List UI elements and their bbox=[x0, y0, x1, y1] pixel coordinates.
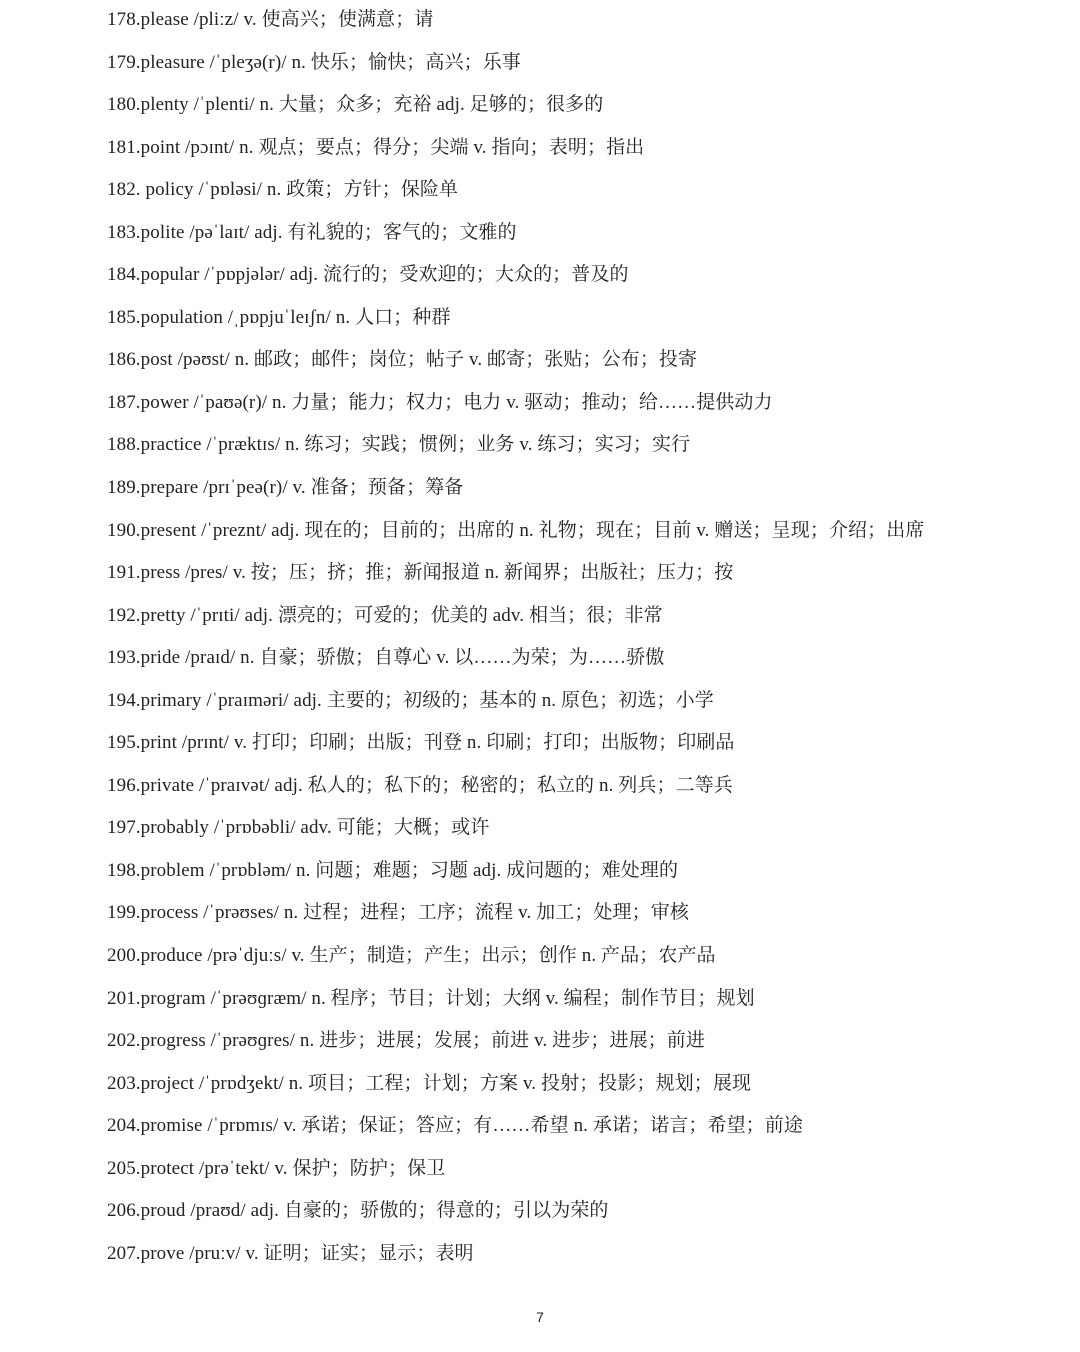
entry-text: 201.program /ˈprəʊɡræm/ n. 程序；节目；计划；大纲 v. 编程；制作节目；规划 bbox=[107, 987, 755, 1009]
entry-text: 183.polite /pəˈlaɪt/ adj. 有礼貌的；客气的；文雅的 bbox=[107, 221, 517, 243]
entry-text: 186.post /pəʊst/ n. 邮政；邮件；岗位；帖子 v. 邮寄；张贴；公布；投寄 bbox=[107, 349, 698, 371]
entry-text: 197.probably /ˈprɒbəbli/ adv. 可能；大概；或许 bbox=[107, 817, 490, 839]
page-number: 7 bbox=[536, 1309, 544, 1325]
vocab-entry-188 bbox=[107, 425, 1067, 468]
entry-text: 191.press /pres/ v. 按；压；挤；推；新闻报道 n. 新闻界；出版社；压力；按 bbox=[107, 562, 734, 584]
vocab-entry-199 bbox=[107, 893, 1067, 936]
entry-text: 192.pretty /ˈprɪti/ adj. 漂亮的；可爱的；优美的 adv. 相当；很；非常 bbox=[107, 604, 663, 626]
entry-text: 190.present /ˈpreznt/ adj. 现在的；目前的；出席的 n. 礼物；现在；目前 v. 赠送；呈现；介绍；出席 bbox=[107, 519, 925, 541]
entry-text: 178.please /pliːz/ v. 使高兴；使满意；请 bbox=[107, 9, 434, 30]
vocab-entry-197 bbox=[107, 808, 1067, 851]
vocab-entry-192 bbox=[107, 596, 1067, 639]
entry-text: 195.print /prɪnt/ v. 打印；印刷；出版；刊登 n. 印刷；打印；出版物；印刷品 bbox=[107, 732, 735, 754]
vocab-entry-179 bbox=[107, 43, 1067, 86]
vocab-entry-207 bbox=[107, 1234, 1067, 1277]
vocab-entry-198 bbox=[107, 851, 1067, 894]
entry-text: 207.prove /pruːv/ v. 证明；证实；显示；表明 bbox=[107, 1242, 474, 1264]
entry-text: 198.problem /ˈprɒbləm/ n. 问题；难题；习题 adj. 成问题的；难处理的 bbox=[107, 859, 679, 881]
vocab-entry-201 bbox=[107, 979, 1067, 1022]
vocab-entry-180 bbox=[107, 85, 1067, 128]
entry-text: 200.produce /prəˈdjuːs/ v. 生产；制造；产生；出示；创作 n. 产品；农产品 bbox=[107, 945, 716, 967]
vocab-entry-204 bbox=[107, 1106, 1067, 1149]
vocab-entry-195 bbox=[107, 723, 1067, 766]
entry-text: 193.pride /praɪd/ n. 自豪；骄傲；自尊心 v. 以……为荣；为……骄傲 bbox=[107, 647, 665, 669]
vocab-entry-200 bbox=[107, 936, 1067, 979]
vocab-entry-181 bbox=[107, 128, 1067, 171]
vocab-entry-196 bbox=[107, 766, 1067, 809]
vocab-entry-191 bbox=[107, 553, 1067, 596]
vocab-entry-182 bbox=[107, 170, 1067, 213]
vocab-entry-185 bbox=[107, 298, 1067, 341]
entry-text: 182. policy /ˈpɒləsi/ n. 政策；方针；保险单 bbox=[107, 179, 459, 201]
entry-text: 181.point /pɔɪnt/ n. 观点；要点；得分；尖端 v. 指向；表明；指出 bbox=[107, 136, 645, 158]
entry-text: 180.plenty /ˈplenti/ n. 大量；众多；充裕 adj. 足够的；很多的 bbox=[107, 94, 604, 116]
entry-text: 196.private /ˈpraɪvət/ adj. 私人的；私下的；秘密的；私立的 n. 列兵；二等兵 bbox=[107, 774, 733, 796]
entry-text: 188.practice /ˈpræktɪs/ n. 练习；实践；惯例；业务 v. 练习；实习；实行 bbox=[107, 434, 691, 456]
vocab-entry-190 bbox=[107, 511, 1067, 554]
entry-text: 179.pleasure /ˈpleʒə(r)/ n. 快乐；愉快；高兴；乐事 bbox=[107, 51, 521, 73]
entry-text: 206.proud /praʊd/ adj. 自豪的；骄傲的；得意的；引以为荣的 bbox=[107, 1200, 609, 1222]
entry-text: 203.project /ˈprɒdʒekt/ n. 项目；工程；计划；方案 v. 投射；投影；规划；展现 bbox=[107, 1072, 752, 1094]
vocab-entry-193 bbox=[107, 638, 1067, 681]
entry-text: 194.primary /ˈpraɪməri/ adj. 主要的；初级的；基本的 n. 原色；初选；小学 bbox=[107, 689, 714, 711]
vocab-entry-183 bbox=[107, 213, 1067, 256]
vocab-entry-189 bbox=[107, 468, 1067, 511]
vocab-entry-187 bbox=[107, 383, 1067, 426]
entry-text: 184.popular /ˈpɒpjələr/ adj. 流行的；受欢迎的；大众的；普及的 bbox=[107, 264, 629, 286]
vocab-entry-186 bbox=[107, 340, 1067, 383]
vocab-entry-184 bbox=[107, 255, 1067, 298]
entry-text: 205.protect /prəˈtekt/ v. 保护；防护；保卫 bbox=[107, 1157, 446, 1179]
entry-text: 202.progress /ˈprəʊɡres/ n. 进步；进展；发展；前进 v. 进步；进展；前进 bbox=[107, 1030, 705, 1052]
entry-text: 185.population /ˌpɒpjuˈleɪʃn/ n. 人口；种群 bbox=[107, 306, 451, 328]
vocab-entry-206 bbox=[107, 1191, 1067, 1234]
entry-text: 189.prepare /prɪˈpeə(r)/ v. 准备；预备；筹备 bbox=[107, 477, 464, 499]
entry-text: 204.promise /ˈprɒmɪs/ v. 承诺；保证；答应；有……希望 n. 承诺；诺言；希望；前途 bbox=[107, 1115, 803, 1137]
entry-text: 187.power /ˈpaʊə(r)/ n. 力量；能力；权力；电力 v. 驱动；推动；给……提供动力 bbox=[107, 391, 773, 413]
vocab-entry-203 bbox=[107, 1064, 1067, 1107]
vocab-entry-202 bbox=[107, 1021, 1067, 1064]
vocab-entry-178 bbox=[107, 0, 1067, 43]
vocab-entry-194 bbox=[107, 681, 1067, 724]
entry-text: 199.process /ˈprəʊses/ n. 过程；进程；工序；流程 v. 加工；处理；审核 bbox=[107, 902, 689, 924]
vocabulary-list bbox=[107, 0, 1067, 1276]
vocab-entry-205 bbox=[107, 1149, 1067, 1192]
